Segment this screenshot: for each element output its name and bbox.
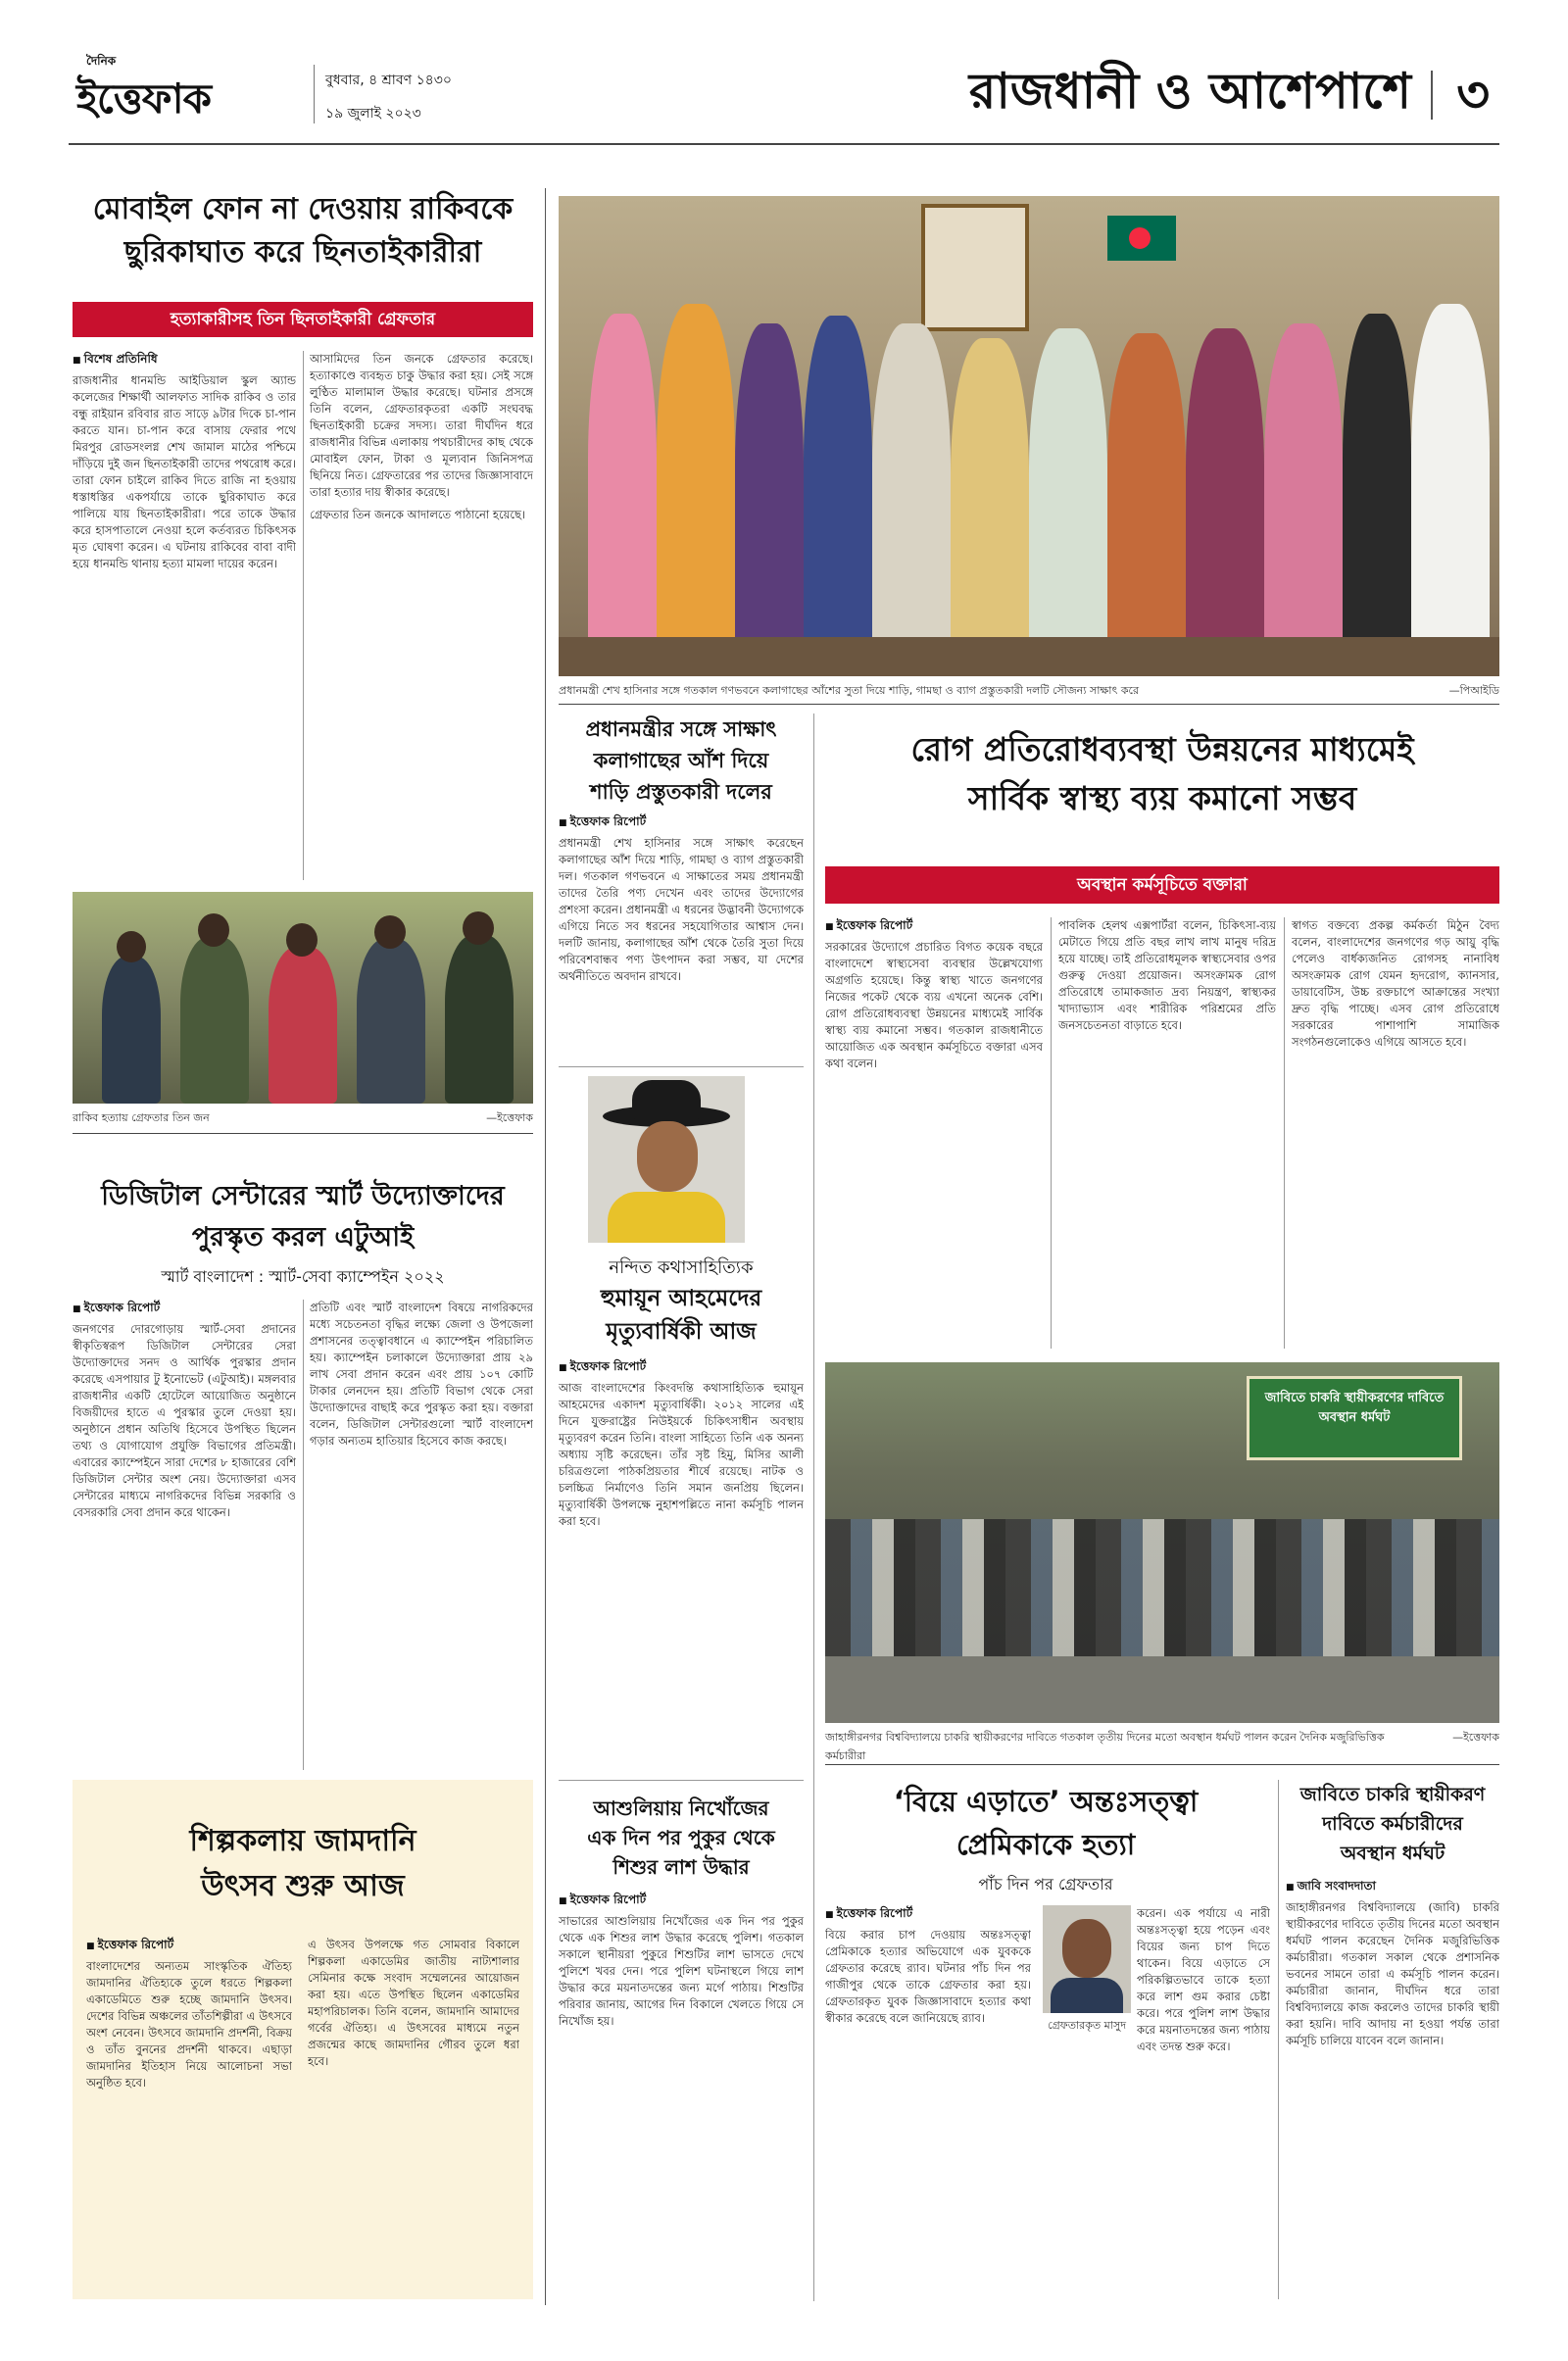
face <box>1062 1919 1111 1978</box>
person-figure <box>1343 314 1411 676</box>
headline-line: শিশুর লাশ উদ্ধার <box>612 1855 750 1879</box>
headline-line: শাড়ি প্রস্তুতকারী দলের <box>590 780 772 804</box>
column-rule <box>303 1300 304 1770</box>
story-health-col3 <box>1292 917 1499 1349</box>
person-head <box>117 931 146 962</box>
byline: ■ ইত্তেফাক রিপোর্ট <box>825 917 1043 937</box>
portrait-frame <box>921 204 1029 331</box>
person-figure <box>588 314 657 676</box>
story-digital-headline <box>69 1176 537 1258</box>
photo-caption: রাকিব হত্যায় গ্রেফতার তিন জন <box>73 1111 210 1124</box>
headline-line: ‘বিয়ে এড়াতে’ অন্তঃসত্ত্বা <box>893 1785 1199 1818</box>
story-jamdani-col2 <box>308 1937 519 2289</box>
masthead <box>69 47 1499 140</box>
person-figure <box>180 937 249 1104</box>
flag-disc <box>1129 227 1151 249</box>
article-body: পাবলিক হেলথ এক্সপার্টরা বলেন, চিকিৎসা-ব্যয় মেটাতে গিয়ে প্রতি বছর লাখ লাখ মানুষ দরিদ্র হয়ে যাচ্ছে। তাই প্রতিরোধমূলক স্বাস্থ্যসেবার ওপর গুরুত্ব দেওয়া প্রয়োজন। অসংক্রামক রোগ প্রতিরোধে তামাকজাত দ্রব্য নিয়ন্ত্রণ, স্বাস্থ্যকর খাদ্যাভ্যাস এবং শারীরিক পরিশ্রমের প্রতি জনসচেতনতা বাড়াতে হবে। <box>1058 918 1276 1032</box>
story-murder-col1 <box>825 1905 1031 2297</box>
photo-credit: —ইত্তেফাক <box>486 1111 533 1124</box>
headline-line: কলাগাছের আঁশ দিয়ে <box>593 749 769 772</box>
date-block <box>325 69 541 127</box>
article-body: আজ বাংলাদেশের কিংবদন্তি কথাসাহিত্যিক হুমায়ূন আহমেদের একাদশ মৃত্যুবার্ষিকী। ২০১২ সালের এই দিনে যুক্তরাষ্ট্রের নিউইয়র্কে চিকিৎসাধীন অবস্থায় মৃত্যুবরণ করেন তিনি। বাংলা সাহিত্যে তিনি এক অনন্য অধ্যায় সৃষ্টি করেছেন। তাঁর সৃষ্ট হিমু, মিসির আলী চরিত্রগুলো পাঠকপ্রিয়তার শীর্ষে রয়েছে। নাটক ও চলচ্চিত্র নির্মাণেও তিনি সমান জনপ্রিয় ছিলেন। মৃত্যুবার্ষিকী উপলক্ষে নুহাশপল্লিতে নানা কর্মসূচি পালন করা হবে। <box>559 1381 804 1528</box>
logo-divider <box>314 65 315 123</box>
article-body: জনগণের দোরগোড়ায় স্মার্ট-সেবা প্রদানের স্বীকৃতিস্বরূপ ডিজিটাল সেন্টারের সেরা উদ্যোক্তাদের সনদ ও আর্থিক পুরস্কার প্রদান করেছে এসপায়ার টু ইনোভেট (এটুআই)। মঙ্গলবার রাজধানীর একটি হোটেলে আয়োজিত অনুষ্ঠানে বিজয়ীদের হাতে এ পুরস্কার তুলে দেওয়া হয়। অনুষ্ঠানে প্রধান অতিথি হিসেবে উপস্থিত ছিলেন তথ্য ও যোগাযোগ প্রযুক্তি বিভাগের প্রতিমন্ত্রী। এবারের ক্যাম্পেইনে সারা দেশের ৮ হাজারের বেশি ডিজিটাল সেন্টার অংশ নেয়। উদ্যোক্তারা এসব সেন্টারের মাধ্যমে নাগরিকদের বিভিন্ন সরকারি ও বেসরকারি সেবা প্রদান করে থাকেন। <box>73 1322 296 1519</box>
headline-line: প্রধানমন্ত্রীর সঙ্গে সাক্ষাৎ <box>585 717 777 741</box>
article-body: আসামিদের তিন জনকে গ্রেফতার করেছে। হত্যাকাণ্ডে ব্যবহৃত চাকু উদ্ধার করা হয়। সেই সঙ্গে লুণ্ঠিত মালামাল উদ্ধার করেছে। ঘটনার প্রসঙ্গে তিনি বলেন, গ্রেফতারকৃতরা একটি সংঘবদ্ধ ছিনতাইকারী চক্রের সদস্য। তারা দীর্ঘদিন ধরে রাজধানীর বিভিন্ন এলাকায় পথচারীদের কাছ থেকে মোবাইল ফোন, টাকা ও মূল্যবান জিনিসপত্র ছিনিয়ে নিত। গ্রেফতারের পর তাদের জিজ্ঞাসাবাদে তারা হত্যার দায় স্বীকার করেছে। <box>310 352 533 499</box>
logo-small-text: দৈনিক <box>86 54 117 68</box>
strike-banner-text: জাবিতে চাকরি স্থায়ীকরণের দাবিতে অবস্থান ধর্মঘট <box>1264 1391 1445 1425</box>
headline-line: শিল্পকলায় জামদানি <box>189 1824 416 1858</box>
face <box>637 1121 698 1192</box>
story-murder-headline <box>825 1780 1266 1866</box>
article-body: স্বাগত বক্তব্যে প্রকল্প কর্মকর্তা মিঠুন বৈদ্য বলেন, বাংলাদেশের জনগণের গড় আয়ু বৃদ্ধি পেলেও বার্ধক্যজনিত রোগসহ নানাবিধ অসংক্রামক রোগ যেমন হৃদরোগ, ক্যানসার, ডায়াবেটিস, উচ্চ রক্তচাপে আক্রান্তের সংখ্যা দ্রুত বৃদ্ধি পাচ্ছে। এসব রোগ প্রতিরোধে সরকারের পাশাপাশি সামাজিক সংগঠনগুলোকেও এগিয়ে আসতে হবে। <box>1292 918 1499 1049</box>
column-rule <box>303 351 304 880</box>
masthead-rule <box>69 143 1499 145</box>
headline-line: হুমায়ূন আহমেদের <box>600 1286 762 1311</box>
newspaper-logo[interactable] <box>69 47 304 140</box>
ground-mat <box>825 1656 1499 1723</box>
column-rule <box>1284 917 1285 1349</box>
headline-line: ডিজিটাল সেন্টারের স্মার্ট উদ্যোক্তাদের <box>101 1181 505 1211</box>
page-number: ৩ <box>1456 66 1490 124</box>
article-body: প্রধানমন্ত্রী শেখ হাসিনার সঙ্গে সাক্ষাৎ করেছেন কলাগাছের আঁশ দিয়ে শাড়ি, গামছা ও ব্যাগ প্রস্তুতকারী দল। গতকাল গণভবনে এ সাক্ষাতের সময় প্রধানমন্ত্রী তাদের তৈরি পণ্য দেখেন এবং তাদের উদ্যোগের প্রশংসা করেন। প্রধানমন্ত্রী এ ধরনের উদ্ভাবনী উদ্যোগকে এগিয়ে নিতে সব ধরনের সহযোগিতার আশ্বাস দেন। দলটি জানায়, কলাগাছের আঁশ থেকে তৈরি সুতা দিয়ে পরিবেশবান্ধব পণ্য উৎপাদন করা সম্ভব, যা দেশের অর্থনীতিতে অবদান রাখবে। <box>559 836 804 983</box>
person-figure <box>1411 304 1490 676</box>
page-number-divider <box>1431 71 1433 120</box>
flag-icon <box>1107 216 1176 261</box>
photo-credit: —ইত্তেফাক <box>1452 1731 1499 1744</box>
person-figure <box>951 338 1029 676</box>
article-body: বাংলাদেশের অন্যতম সাংস্কৃতিক ঐতিহ্য জামদানির ঐতিহ্যকে তুলে ধরতে শিল্পকলা একাডেমিতে শুরু হচ্ছে জামদানি উৎসব। দেশের বিভিন্ন অঞ্চলের তাঁতশিল্পীরা এ উৎসবে অংশ নেবেন। উৎসবে জামদানি প্রদর্শনী, বিক্রয় ও তাঁত বুননের প্রদর্শনী থাকবে। এছাড়া জামদানির ইতিহাস নিয়ে আলোচনা সভা অনুষ্ঠিত হবে। <box>86 1959 292 2090</box>
article-body: রাজধানীর ধানমন্ডি আইডিয়াল স্কুল অ্যান্ড কলেজের শিক্ষার্থী আলফাত সাদিক রাকিব ও তার বন্ধু রাইয়ান রবিবার রাত সাড়ে ৯টার দিকে চা-পান করতে যান। চা-পান করে বাসায় ফেরার পথে মিরপুর রোডসংলগ্ন শেখ জামাল মাঠের পশ্চিমে দাঁড়িয়ে দুই জন ছিনতাইকারী তাদের পথরোধ করে। তারা ফোন চাইলে রাকিব দিতে রাজি না হওয়ায় ধস্তাধস্তির একপর্যায়ে তাকে ছুরিকাঘাত করে পালিয়ে যায় ছিনতাইকারীরা। পরে তাকে উদ্ধার করে হাসপাতালে নেওয়া হলে কর্তব্যরত চিকিৎসক মৃত ঘোষণা করেন। এ ঘটনায় রাকিবের বাবা বাদী হয়ে ধানমন্ডি থানায় হত্যা মামলা দায়ের করেন। <box>73 373 296 570</box>
story-jamdani-headline <box>73 1819 533 1909</box>
section-rule <box>73 1133 533 1134</box>
story-missing-body <box>559 1892 804 2303</box>
byline: ■ ইত্তেফাক রিপোর্ট <box>559 813 804 833</box>
person-head <box>286 923 318 957</box>
person-figure <box>657 304 735 676</box>
story-health-col1 <box>825 917 1043 1349</box>
story-digital-col1 <box>73 1300 296 1770</box>
story-jamdani-box <box>73 1780 533 2299</box>
byline: ■ জাবি সংবাদদাতা <box>1286 1878 1499 1897</box>
person-figure <box>269 947 337 1104</box>
person-figure <box>102 957 161 1104</box>
date-english: ১৯ জুলাই ২০২৩ <box>325 106 421 122</box>
headline-kicker: নন্দিত কথাসাহিত্যিক <box>609 1257 754 1278</box>
column-rule <box>1278 1780 1279 2299</box>
photo-arrested-suspects <box>73 892 533 1104</box>
byline: ■ ইত্তেফাক রিপোর্ট <box>559 1358 804 1378</box>
headline-line: পুরস্কৃত করল এটুআই <box>191 1222 415 1253</box>
shirt <box>608 1192 725 1243</box>
story-mobile-headline <box>69 188 537 274</box>
story-missing-headline <box>559 1794 804 1882</box>
photo-caption: জাহাঙ্গীরনগর বিশ্ববিদ্যালয়ে চাকরি স্থায়ীকরণের দাবিতে গতকাল তৃতীয় দিনের মতো অবস্থান ধর্মঘট পালন করেন দৈনিক মজুরিভিত্তিক কর্মচারীরা <box>825 1731 1385 1762</box>
photo-caption: গ্রেফতারকৃত মাসুদ <box>1047 2019 1127 2032</box>
story-banana-headline <box>559 713 804 808</box>
logo-main-text: ইত্তেফাক <box>76 74 212 123</box>
photo-pm-meeting <box>559 196 1499 676</box>
person-head <box>463 911 494 945</box>
story-rule <box>559 1780 804 1781</box>
headline-line: প্রেমিকাকে হত্যা <box>956 1828 1136 1861</box>
article-body: সাভারের আশুলিয়ায় নিখোঁজের এক দিন পর পুকুর থেকে এক শিশুর লাশ উদ্ধার করেছে পুলিশ। গতকাল সকালে স্থানীয়রা পুকুরে শিশুটির লাশ ভাসতে দেখে পুলিশে খবর দেন। পরে পুলিশ ঘটনাস্থলে গিয়ে লাশ উদ্ধার করে ময়নাতদন্তের জন্য মর্গে পাঠায়। শিশুটির পরিবার জানায়, আগের দিন বিকালে খেলতে গিয়ে সে নিখোঁজ হয়। <box>559 1914 804 2028</box>
headline-line: মৃত্যুবার্ষিকী আজ <box>606 1319 757 1345</box>
story-banana-body <box>559 813 804 1058</box>
story-jabi-body <box>1286 1878 1499 2299</box>
byline: ■ ইত্তেফাক রিপোর্ট <box>73 1300 296 1319</box>
strike-banner <box>1247 1376 1462 1460</box>
article-body: বিয়ে করার চাপ দেওয়ায় অন্তঃসত্ত্বা প্রেমিকাকে হত্যার অভিযোগে এক যুবককে গ্রেফতার করেছে র‍্যাব। ঘটনার পাঁচ দিন পর গাজীপুর থেকে তাকে গ্রেফতার করা হয়। গ্রেফতারকৃত যুবক জিজ্ঞাসাবাদে হত্যার কথা স্বীকার করেছে বলে জানিয়েছে র‍্যাব। <box>825 1928 1031 2025</box>
person-figure <box>1107 333 1186 676</box>
story-murder-col2 <box>1137 1905 1270 2297</box>
person-figure <box>1029 328 1107 676</box>
story-mobile-col2 <box>310 351 533 880</box>
photo-caption: প্রধানমন্ত্রী শেখ হাসিনার সঙ্গে গতকাল গণভবনে কলাগাছের আঁশের সুতা দিয়ে শাড়ি, গামছা ও ব্যাগ প্রস্তুতকারী দলটি সৌজন্য সাক্ষাৎ করে <box>559 684 1140 697</box>
byline: ■ বিশেষ প্রতিনিধি <box>73 351 296 370</box>
person-figure <box>357 939 425 1104</box>
headline-line: আশুলিয়ায় নিখোঁজের <box>593 1796 769 1820</box>
byline: ■ ইত্তেফাক রিপোর্ট <box>825 1905 1031 1925</box>
hat-crown <box>632 1080 701 1119</box>
person-figure <box>1186 328 1264 676</box>
byline: ■ ইত্তেফাক রিপোর্ট <box>86 1937 292 1956</box>
byline: ■ ইত্তেফাক রিপোর্ট <box>559 1892 804 1911</box>
headline-line: ছুরিকাঘাত করে ছিনতাইকারীরা <box>123 235 482 270</box>
person-figure <box>804 316 872 676</box>
headline-line: এক দিন পর পুকুর থেকে <box>587 1826 775 1849</box>
headline-line: মোবাইল ফোন না দেওয়ায় রাকিবকে <box>92 192 514 226</box>
article-body: এ উৎসব উপলক্ষে গত সোমবার বিকালে শিল্পকলা একাডেমির জাতীয় নাট্যশালার সেমিনার কক্ষে সংবাদ সম্মেলনের আয়োজন করা হয়। এতে উপস্থিত ছিলেন একাডেমির মহাপরিচালক। তিনি বলেন, জামদানি আমাদের গর্বের ঐতিহ্য। এ উৎসবের মাধ্যমে নতুন প্রজন্মের কাছে জামদানির গৌরব তুলে ধরা হবে। <box>308 1938 519 2068</box>
photo-credit: —পিআইডি <box>1448 684 1499 697</box>
story-digital-col2 <box>310 1300 533 1770</box>
section-rule <box>825 1764 1499 1765</box>
headline-line: জাবিতে চাকরি স্থায়ীকরণ <box>1299 1784 1486 1805</box>
floor <box>559 637 1499 676</box>
story-digital-subhead: স্মার্ট বাংলাদেশ : স্মার্ট-সেবা ক্যাম্পেইন ২০২২ <box>161 1267 445 1286</box>
story-health-subhead: অবস্থান কর্মসূচিতে বক্তারা <box>825 866 1499 904</box>
story-humayun-body <box>559 1358 804 1770</box>
date-bangla: বুধবার, ৪ শ্রাবণ ১৪৩০ <box>325 73 452 88</box>
story-humayun-headline <box>559 1254 804 1349</box>
section-title: রাজধানী ও আশেপাশে <box>968 62 1411 120</box>
story-mobile-subhead: হত্যাকারীসহ তিন ছিনতাইকারী গ্রেফতার <box>73 302 533 337</box>
story-rule <box>559 1066 804 1067</box>
column-rule <box>813 713 814 2301</box>
photo-humayun-ahmed <box>588 1076 745 1243</box>
section-rule <box>559 704 1499 705</box>
story-jabi-headline <box>1286 1780 1499 1868</box>
article-body: জাহাঙ্গীরনগর বিশ্ববিদ্যালয়ে (জাবি) চাকরি স্থায়ীকরণের দাবিতে তৃতীয় দিনের মতো অবস্থান ধর্মঘট পালন করেছেন দৈনিক মজুরিভিত্তিক কর্মচারীরা। গতকাল সকাল থেকে প্রশাসনিক ভবনের সামনে তারা এ কর্মসূচি পালন করেন। কর্মচারীরা জানান, দীর্ঘদিন ধরে তারা বিশ্ববিদ্যালয়ে কাজ করলেও তাদের চাকরি স্থায়ী করা হয়নি। দাবি আদায় না হওয়া পর্যন্ত তারা কর্মসূচি চালিয়ে যাবেন বলে জানান। <box>1286 1900 1499 2047</box>
story-jamdani-col1 <box>86 1937 292 2289</box>
shirt <box>1051 1978 1123 2013</box>
person-figure <box>872 323 951 676</box>
story-murder-subhead: পাঁচ দিন পর গ্রেফতার <box>978 1875 1113 1894</box>
headline-line: দাবিতে কর্মচারীদের <box>1322 1813 1463 1835</box>
person-head <box>198 913 229 947</box>
page-column-rule <box>545 188 546 2305</box>
headline-line: উৎসব শুরু আজ <box>201 1869 405 1903</box>
article-body: করেন। এক পর্যায়ে এ নারী অন্তঃসত্ত্বা হয়ে পড়েন এবং বিয়ের জন্য চাপ দিতে থাকেন। বিয়ে এড়াতে সে পরিকল্পিতভাবে তাকে হত্যা করে লাশ গুম করার চেষ্টা করে। পরে পুলিশ লাশ উদ্ধার করে ময়নাতদন্তের জন্য পাঠায় এবং তদন্ত শুরু করে। <box>1137 1906 1270 2053</box>
headline-line: সার্বিক স্বাস্থ্য ব্যয় কমানো সম্ভব <box>967 779 1357 817</box>
article-body: সরকারের উদ্যোগে প্রচারিত বিগত কয়েক বছরে বাংলাদেশে স্বাস্থ্যসেবা ব্যবস্থার উল্লেখযোগ্য অগ্রগতি হয়েছে। কিন্তু স্বাস্থ্য খাতে জনগণের নিজের পকেট থেকে ব্যয় এখনো অনেক বেশি। রোগ প্রতিরোধব্যবস্থা উন্নয়নের মাধ্যমেই সার্বিক স্বাস্থ্য ব্যয় কমানো সম্ভব। গতকাল রাজধানীতে আয়োজিত এক অবস্থান কর্মসূচিতে বক্তারা এসব কথা বলেন। <box>825 940 1043 1070</box>
article-body: প্রতিটি এবং স্মার্ট বাংলাদেশ বিষয়ে নাগরিকদের মধ্যে সচেতনতা বৃদ্ধির লক্ষ্যে জেলা ও উপজেলা প্রশাসনের তত্ত্বাবধানে এ ক্যাম্পেইন পরিচালিত হয়। ক্যাম্পেইন চলাকালে উদ্যোক্তারা প্রায় ২৯ লাখ সেবা প্রদান করেন এবং প্রায় ১০৭ কোটি টাকার লেনদেন হয়। প্রতিটি বিভাগ থেকে সেরা উদ্যোক্তাদের বাছাই করে পুরস্কৃত করা হয়। বক্তারা বলেন, ডিজিটাল সেন্টারগুলো স্মার্ট বাংলাদেশ গড়ার অন্যতম হাতিয়ার হিসেবে কাজ করছে। <box>310 1301 533 1448</box>
story-health-headline <box>825 725 1499 823</box>
photo-arrested-masud <box>1043 1905 1131 2013</box>
person-figure <box>1264 323 1343 676</box>
person-figure <box>735 323 804 676</box>
column-rule <box>1051 917 1052 1349</box>
person-figure <box>445 935 514 1104</box>
story-mobile-col1 <box>73 351 296 880</box>
headline-line: অবস্থান ধর্মঘট <box>1340 1843 1446 1864</box>
story-health-col2 <box>1058 917 1276 1349</box>
person-head <box>374 915 406 949</box>
photo-jabi-strike <box>825 1362 1499 1723</box>
headline-line: রোগ প্রতিরোধব্যবস্থা উন্নয়নের মাধ্যমেই <box>910 730 1414 768</box>
article-body: গ্রেফতার তিন জনকে আদালতে পাঠানো হয়েছে। <box>310 508 526 521</box>
